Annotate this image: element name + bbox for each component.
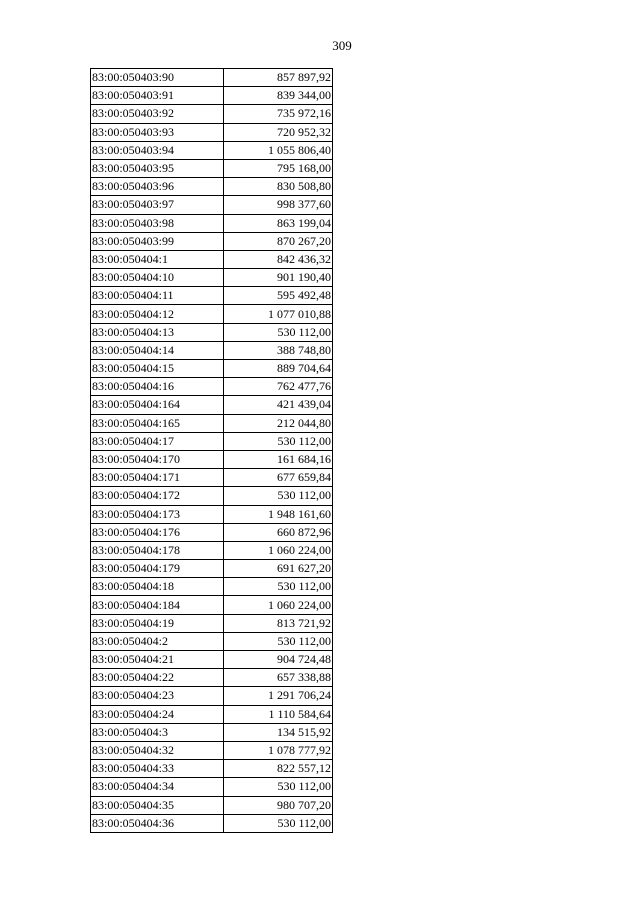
- cadastral-number-cell: 83:00:050404:23: [91, 687, 224, 705]
- cadastral-value-cell: 388 748,80: [224, 341, 333, 359]
- cadastral-value-cell: 1 291 706,24: [224, 687, 333, 705]
- table-row: [91, 414, 333, 432]
- cadastral-number-cell: 83:00:050404:176: [91, 523, 224, 541]
- cadastral-value-cell: 842 436,32: [224, 250, 333, 268]
- cadastral-value-cell: 904 724,48: [224, 651, 333, 669]
- cadastral-number-cell: 83:00:050404:14: [91, 341, 224, 359]
- cadastral-value-cell: 762 477,76: [224, 378, 333, 396]
- cadastral-number-cell: 83:00:050403:90: [91, 69, 224, 87]
- cadastral-value-cell: 134 515,92: [224, 723, 333, 741]
- cadastral-value-cell: 901 190,40: [224, 269, 333, 287]
- cadastral-value-cell: 857 897,92: [224, 69, 333, 87]
- cadastral-number-cell: 83:00:050404:164: [91, 396, 224, 414]
- cadastral-value-cell: 830 508,80: [224, 178, 333, 196]
- table-row: [91, 378, 333, 396]
- cadastral-value-cell: 595 492,48: [224, 287, 333, 305]
- cadastral-value-cell: 530 112,00: [224, 778, 333, 796]
- table-row: [91, 305, 333, 323]
- table-row: [91, 723, 333, 741]
- cadastral-value-cell: 813 721,92: [224, 614, 333, 632]
- table-row: [91, 705, 333, 723]
- cadastral-value-cell: 691 627,20: [224, 560, 333, 578]
- cadastral-value-cell: 1 110 584,64: [224, 705, 333, 723]
- table-row: [91, 687, 333, 705]
- table-row: [91, 214, 333, 232]
- cadastral-number-cell: 83:00:050403:95: [91, 159, 224, 177]
- cadastral-value-cell: 421 439,04: [224, 396, 333, 414]
- cadastral-value-cell: 660 872,96: [224, 523, 333, 541]
- cadastral-number-cell: 83:00:050404:11: [91, 287, 224, 305]
- cadastral-number-cell: 83:00:050403:94: [91, 141, 224, 159]
- table-row: [91, 87, 333, 105]
- table-row: [91, 760, 333, 778]
- cadastral-number-cell: 83:00:050404:165: [91, 414, 224, 432]
- cadastral-number-cell: 83:00:050404:12: [91, 305, 224, 323]
- table-row: [91, 614, 333, 632]
- cadastral-number-cell: 83:00:050404:179: [91, 560, 224, 578]
- cadastral-number-cell: 83:00:050403:91: [91, 87, 224, 105]
- cadastral-number-cell: 83:00:050403:92: [91, 105, 224, 123]
- cadastral-value-cell: 870 267,20: [224, 232, 333, 250]
- cadastral-value-cell: 1 078 777,92: [224, 741, 333, 759]
- table-row: [91, 669, 333, 687]
- table-row: [91, 196, 333, 214]
- cadastral-value-cell: 839 344,00: [224, 87, 333, 105]
- cadastral-number-cell: 83:00:050404:19: [91, 614, 224, 632]
- cadastral-number-cell: 83:00:050404:32: [91, 741, 224, 759]
- cadastral-number-cell: 83:00:050404:36: [91, 814, 224, 832]
- cadastral-value-cell: 657 338,88: [224, 669, 333, 687]
- table-row: [91, 323, 333, 341]
- table-row: [91, 469, 333, 487]
- table-row: [91, 796, 333, 814]
- cadastral-value-table: [90, 68, 333, 833]
- table-row: [91, 741, 333, 759]
- cadastral-number-cell: 83:00:050404:170: [91, 450, 224, 468]
- table-row: [91, 269, 333, 287]
- cadastral-number-cell: 83:00:050404:173: [91, 505, 224, 523]
- table-row: [91, 450, 333, 468]
- cadastral-value-cell: 998 377,60: [224, 196, 333, 214]
- table-row: [91, 632, 333, 650]
- cadastral-number-cell: 83:00:050404:171: [91, 469, 224, 487]
- cadastral-number-cell: 83:00:050404:1: [91, 250, 224, 268]
- cadastral-number-cell: 83:00:050404:24: [91, 705, 224, 723]
- cadastral-number-cell: 83:00:050404:178: [91, 541, 224, 559]
- page-number: 309: [332, 38, 352, 53]
- table-row: [91, 341, 333, 359]
- table-row: [91, 541, 333, 559]
- cadastral-value-cell: 530 112,00: [224, 487, 333, 505]
- cadastral-value-cell: 980 707,20: [224, 796, 333, 814]
- table-body: [91, 69, 333, 833]
- table-row: [91, 232, 333, 250]
- table-row: [91, 523, 333, 541]
- table-row: [91, 578, 333, 596]
- table-row: [91, 141, 333, 159]
- cadastral-number-cell: 83:00:050404:35: [91, 796, 224, 814]
- cadastral-number-cell: 83:00:050404:16: [91, 378, 224, 396]
- cadastral-value-cell: 212 044,80: [224, 414, 333, 432]
- cadastral-value-cell: 822 557,12: [224, 760, 333, 778]
- table-row: [91, 560, 333, 578]
- cadastral-value-cell: 735 972,16: [224, 105, 333, 123]
- table-row: [91, 596, 333, 614]
- cadastral-number-cell: 83:00:050404:15: [91, 360, 224, 378]
- table-row: [91, 360, 333, 378]
- table-row: [91, 487, 333, 505]
- cadastral-value-cell: 889 704,64: [224, 360, 333, 378]
- cadastral-number-cell: 83:00:050404:17: [91, 432, 224, 450]
- cadastral-number-cell: 83:00:050403:97: [91, 196, 224, 214]
- cadastral-value-cell: 530 112,00: [224, 323, 333, 341]
- cadastral-number-cell: 83:00:050404:184: [91, 596, 224, 614]
- cadastral-number-cell: 83:00:050404:172: [91, 487, 224, 505]
- cadastral-number-cell: 83:00:050403:96: [91, 178, 224, 196]
- cadastral-value-cell: 677 659,84: [224, 469, 333, 487]
- cadastral-value-cell: 1 077 010,88: [224, 305, 333, 323]
- table-row: [91, 159, 333, 177]
- table-row: [91, 778, 333, 796]
- cadastral-value-cell: 1 060 224,00: [224, 541, 333, 559]
- cadastral-number-cell: 83:00:050404:34: [91, 778, 224, 796]
- cadastral-value-cell: 1 060 224,00: [224, 596, 333, 614]
- table-row: [91, 105, 333, 123]
- cadastral-number-cell: 83:00:050404:33: [91, 760, 224, 778]
- cadastral-number-cell: 83:00:050404:2: [91, 632, 224, 650]
- table-row: [91, 250, 333, 268]
- table-row: [91, 396, 333, 414]
- cadastral-number-cell: 83:00:050404:13: [91, 323, 224, 341]
- table-row: [91, 69, 333, 87]
- cadastral-number-cell: 83:00:050404:3: [91, 723, 224, 741]
- table-row: [91, 814, 333, 832]
- cadastral-value-cell: 795 168,00: [224, 159, 333, 177]
- cadastral-value-cell: 530 112,00: [224, 432, 333, 450]
- table-row: [91, 432, 333, 450]
- cadastral-value-cell: 161 684,16: [224, 450, 333, 468]
- cadastral-number-cell: 83:00:050404:10: [91, 269, 224, 287]
- table-row: [91, 651, 333, 669]
- cadastral-number-cell: 83:00:050403:93: [91, 123, 224, 141]
- cadastral-value-cell: 720 952,32: [224, 123, 333, 141]
- cadastral-value-cell: 863 199,04: [224, 214, 333, 232]
- cadastral-number-cell: 83:00:050403:98: [91, 214, 224, 232]
- cadastral-number-cell: 83:00:050403:99: [91, 232, 224, 250]
- cadastral-number-cell: 83:00:050404:22: [91, 669, 224, 687]
- table-row: [91, 505, 333, 523]
- cadastral-value-cell: 530 112,00: [224, 578, 333, 596]
- cadastral-value-cell: 1 948 161,60: [224, 505, 333, 523]
- cadastral-number-cell: 83:00:050404:18: [91, 578, 224, 596]
- cadastral-value-cell: 530 112,00: [224, 814, 333, 832]
- cadastral-value-cell: 1 055 806,40: [224, 141, 333, 159]
- cadastral-number-cell: 83:00:050404:21: [91, 651, 224, 669]
- cadastral-value-cell: 530 112,00: [224, 632, 333, 650]
- table-row: [91, 287, 333, 305]
- table-row: [91, 178, 333, 196]
- table-row: [91, 123, 333, 141]
